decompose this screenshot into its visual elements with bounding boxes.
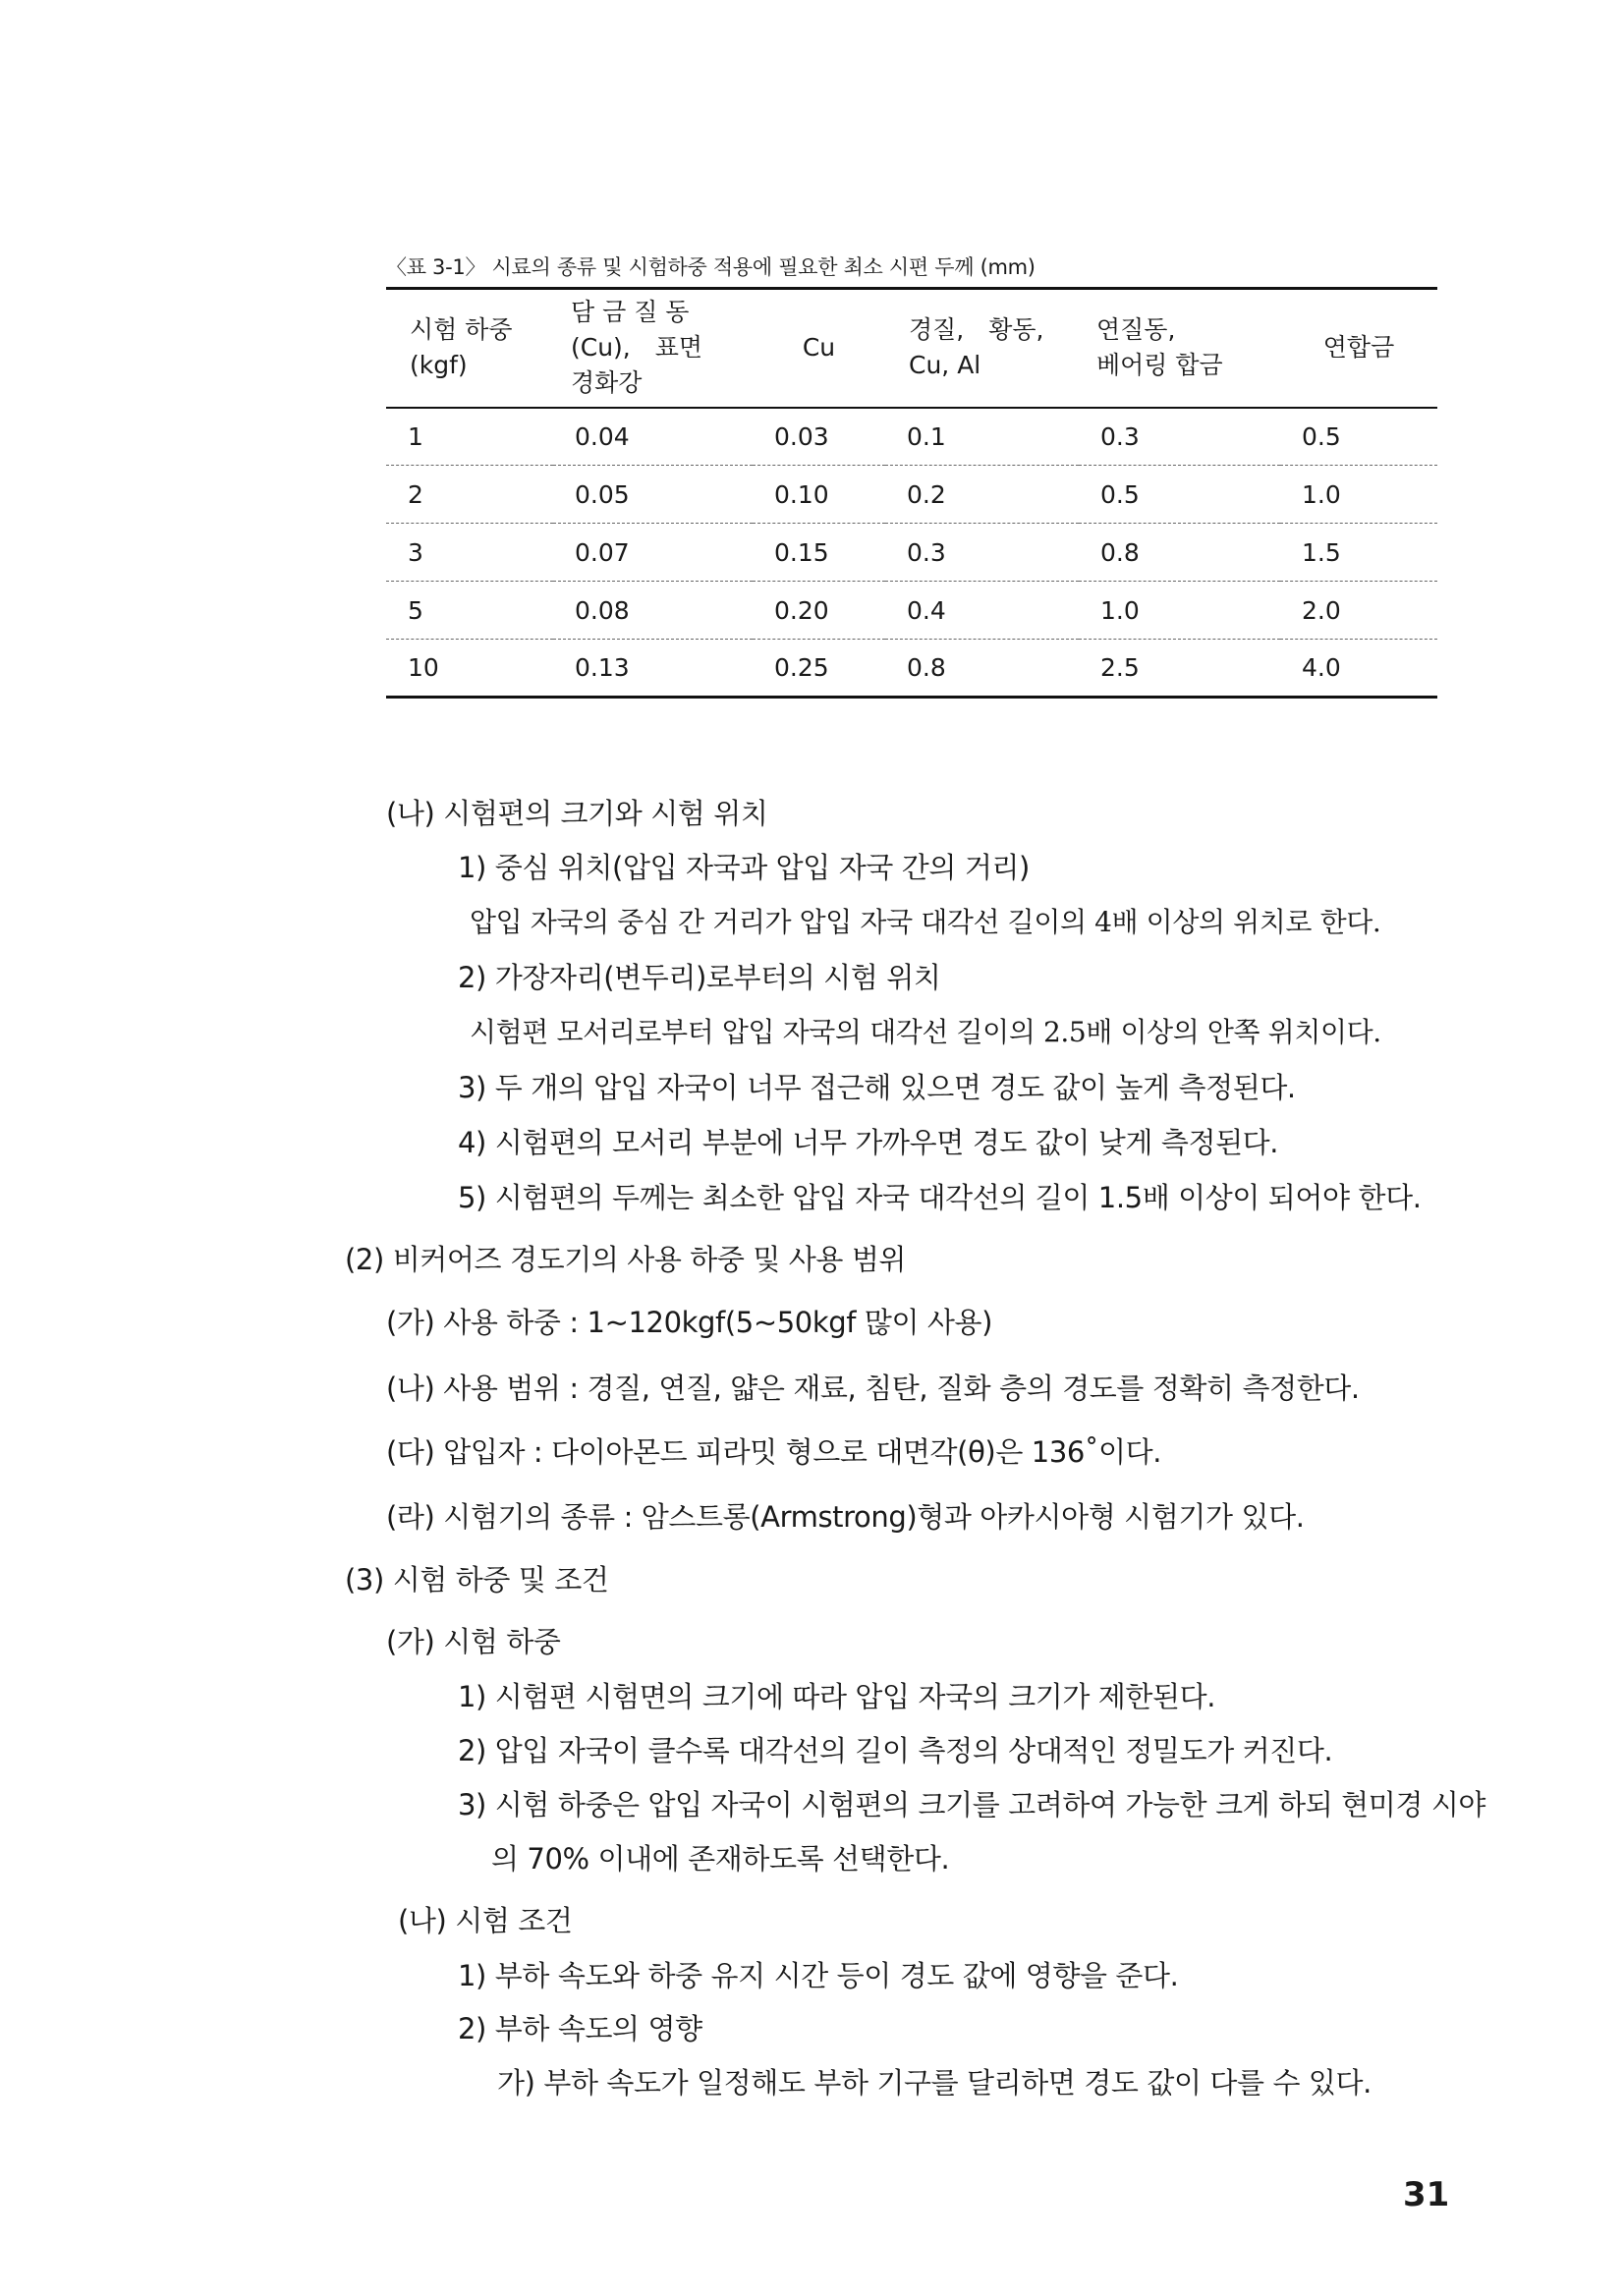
header-soft-alloy: 연합금 bbox=[1280, 289, 1437, 408]
header-test-load: 시험 하중 (kgf) bbox=[386, 289, 553, 408]
table-cell: 4.0 bbox=[1280, 640, 1437, 698]
table-cell: 0.05 bbox=[553, 466, 753, 524]
table-cell: 2.0 bbox=[1280, 582, 1437, 640]
table-row bbox=[386, 582, 1437, 640]
table-cell: 0.08 bbox=[553, 582, 753, 640]
table-cell: 0.5 bbox=[1079, 466, 1280, 524]
table-caption: 〈표 3-1〉 시료의 종류 및 시험하중 적용에 필요한 최소 시편 두께 (mm) bbox=[386, 255, 1036, 279]
table-cell: 0.25 bbox=[753, 640, 885, 698]
table-cell: 0.13 bbox=[553, 640, 753, 698]
table-cell: 1.5 bbox=[1280, 524, 1437, 582]
table-cell: 5 bbox=[386, 582, 553, 640]
list-item-loading-speed: 1) 부하 속도와 하중 유지 시간 등이 경도 값에 영향을 준다. bbox=[458, 1959, 1179, 1992]
table-cell: 3 bbox=[386, 524, 553, 582]
list-item-speed-effect: 2) 부하 속도의 영향 bbox=[458, 2012, 702, 2045]
table-row bbox=[386, 466, 1437, 524]
table-cell: 0.5 bbox=[1280, 408, 1437, 466]
list-item-range: (나) 사용 범위 : 경질, 연질, 얇은 재료, 침탄, 질화 층의 경도를 정확히 측정한다. bbox=[386, 1372, 1360, 1405]
table-cell: 0.03 bbox=[753, 408, 885, 466]
list-item-near-edge: 4) 시험편의 모서리 부분에 너무 가까우면 경도 값이 낮게 측정된다. bbox=[458, 1126, 1279, 1159]
list-item-indenter: (다) 압입자 : 다이아몬드 피라밋 형으로 대면각(θ)은 136˚이다. bbox=[386, 1435, 1162, 1469]
table-cell: 0.3 bbox=[885, 524, 1079, 582]
table-row bbox=[386, 640, 1437, 698]
table-header-row bbox=[386, 289, 1437, 408]
table-cell: 0.1 bbox=[885, 408, 1079, 466]
list-item-close-indents: 3) 두 개의 압입 자국이 너무 접근해 있으면 경도 값이 높게 측정된다. bbox=[458, 1071, 1296, 1104]
table-cell: 0.2 bbox=[885, 466, 1079, 524]
list-item-size-limit: 1) 시험편 시험면의 크기에 따라 압입 자국의 크기가 제한된다. bbox=[458, 1680, 1216, 1713]
list-item-load-selection: 3) 시험 하중은 압입 자국이 시험편의 크기를 고려하여 가능한 크게 하되 현미경 시야 bbox=[458, 1788, 1486, 1821]
table-cell: 0.3 bbox=[1079, 408, 1280, 466]
section-heading-specimen-size: (나) 시험편의 크기와 시험 위치 bbox=[386, 797, 768, 830]
table-cell: 0.10 bbox=[753, 466, 885, 524]
list-item-tester-types: (라) 시험기의 종류 : 암스트롱(Armstrong)형과 아카시아형 시험기가 있다. bbox=[386, 1500, 1305, 1534]
list-item-center-position: 1) 중심 위치(압입 자국과 압입 자국 간의 거리) bbox=[458, 851, 1030, 884]
section-heading-vickers-load: (2) 비커어즈 경도기의 사용 하중 및 사용 범위 bbox=[345, 1243, 907, 1276]
header-cu: Cu bbox=[753, 289, 885, 408]
list-item-edge-position: 2) 가장자리(변두리)로부터의 시험 위치 bbox=[458, 961, 941, 994]
header-quenched-copper: 담 금 질 동 (Cu), 표면 경화강 bbox=[553, 289, 753, 408]
table-cell: 0.8 bbox=[885, 640, 1079, 698]
table-cell: 10 bbox=[386, 640, 553, 698]
table-cell: 0.15 bbox=[753, 524, 885, 582]
table-cell: 1 bbox=[386, 408, 553, 466]
subsection-test-conditions: (나) 시험 조건 bbox=[398, 1904, 573, 1937]
header-soft-copper: 연질동, 베어링 합금 bbox=[1079, 289, 1280, 408]
list-item-load-selection-cont: 의 70% 이내에 존재하도록 선택한다. bbox=[491, 1842, 950, 1876]
list-item-load: (가) 사용 하중 : 1~120kgf(5~50kgf 많이 사용) bbox=[386, 1306, 993, 1339]
table-row bbox=[386, 408, 1437, 466]
list-item-precision: 2) 압입 자국이 클수록 대각선의 길이 측정의 상대적인 정밀도가 커진다. bbox=[458, 1734, 1333, 1767]
specimen-thickness-table bbox=[386, 287, 1437, 699]
paragraph-center-distance: 압입 자국의 중심 간 거리가 압입 자국 대각선 길이의 4배 이상의 위치로 한다. bbox=[470, 906, 1381, 938]
table-cell: 0.20 bbox=[753, 582, 885, 640]
table-cell: 0.8 bbox=[1079, 524, 1280, 582]
list-item-load-mechanism: 가) 부하 속도가 일정해도 부하 기구를 달리하면 경도 값이 다를 수 있다. bbox=[497, 2066, 1372, 2100]
table-cell: 0.04 bbox=[553, 408, 753, 466]
subsection-test-load: (가) 시험 하중 bbox=[386, 1625, 561, 1658]
table-cell: 2 bbox=[386, 466, 553, 524]
table-cell: 0.4 bbox=[885, 582, 1079, 640]
paragraph-edge-distance: 시험편 모서리로부터 압입 자국의 대각선 길이의 2.5배 이상의 안쪽 위치이다. bbox=[470, 1016, 1381, 1048]
section-heading-test-load: (3) 시험 하중 및 조건 bbox=[345, 1563, 609, 1596]
list-item-thickness: 5) 시험편의 두께는 최소한 압입 자국 대각선의 길이 1.5배 이상이 되어야 한다. bbox=[458, 1181, 1422, 1214]
header-hard-brass: 경질, 황동, Cu, Al bbox=[885, 289, 1079, 408]
table-cell: 2.5 bbox=[1079, 640, 1280, 698]
page-number: 31 bbox=[1403, 2175, 1450, 2214]
table-row bbox=[386, 524, 1437, 582]
table-cell: 0.07 bbox=[553, 524, 753, 582]
table-cell: 1.0 bbox=[1280, 466, 1437, 524]
table-cell: 1.0 bbox=[1079, 582, 1280, 640]
